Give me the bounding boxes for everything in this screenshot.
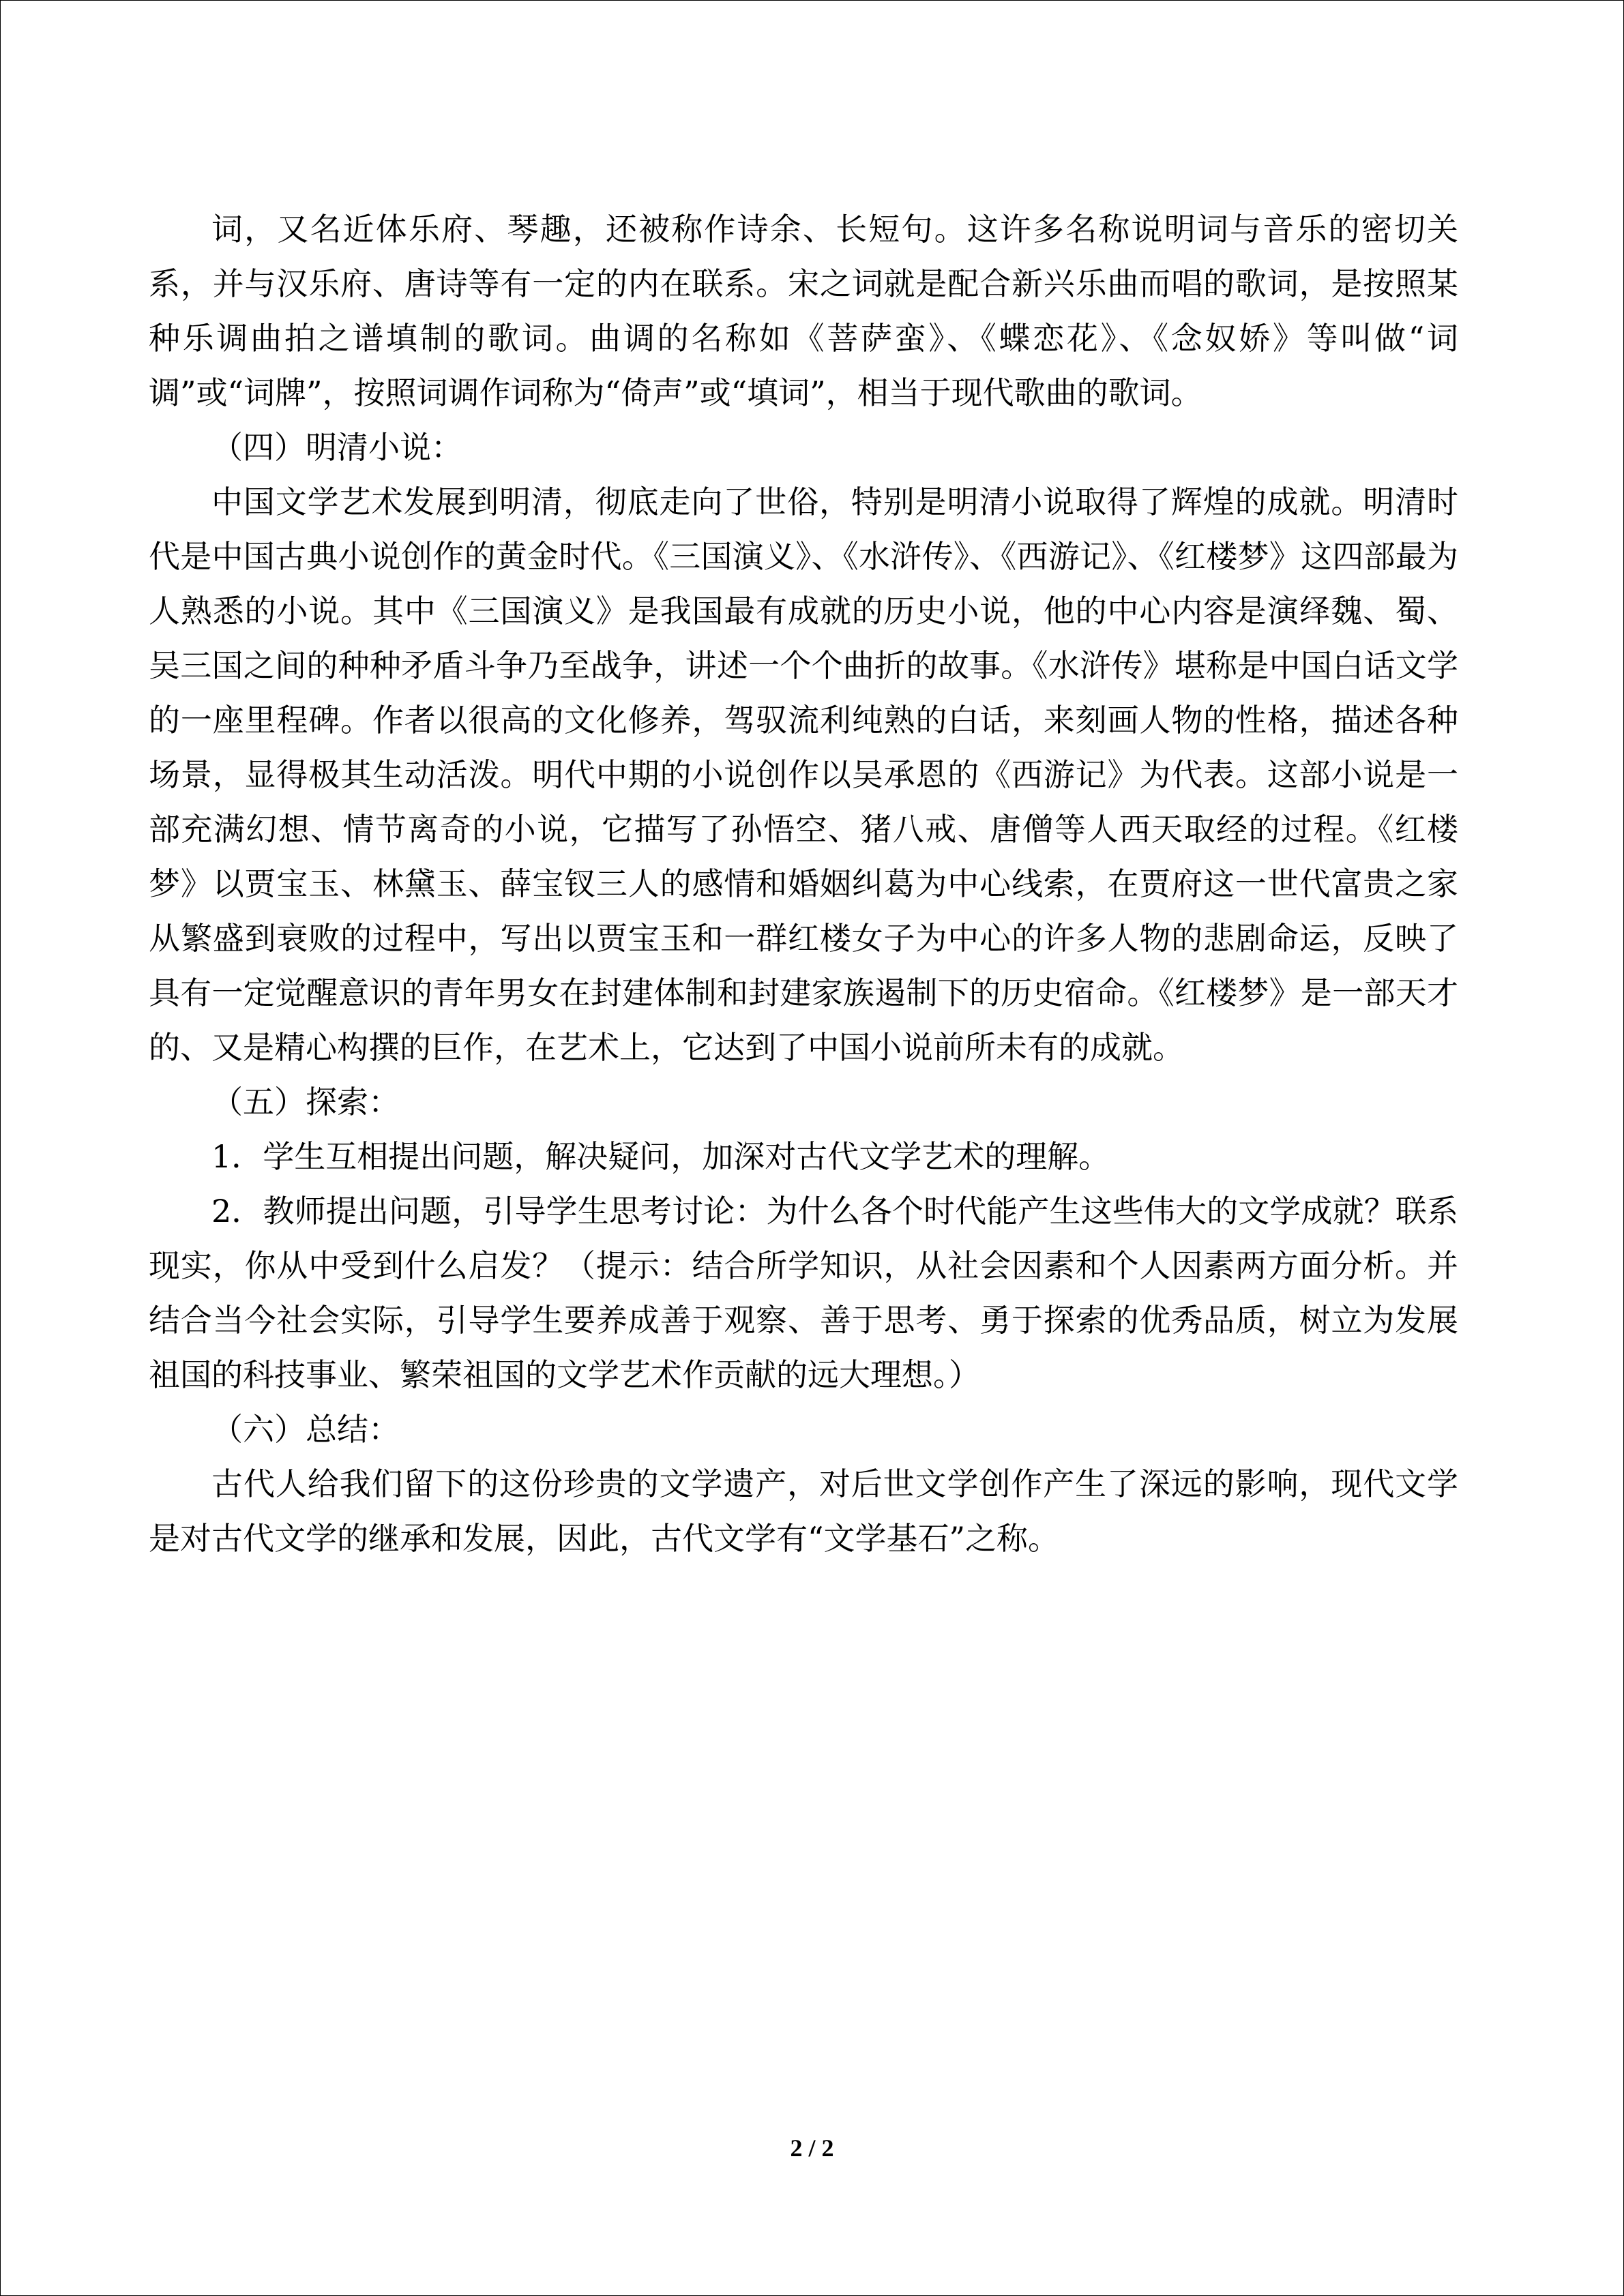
section-heading-ming-qing: （四）明清小说： [211,429,462,466]
paragraph-ming-qing-novels: 中国文学艺术发展到明清，彻底走向了世俗，特别是明清小说取得了辉煌的成就。明清时代是中国古典小说创作的黄金时代。《三国演义》、《水浒传》、《西游记》、《红楼梦》这四部最为人熟悉的小说。其中《三国演义》是我国最有成就的历史小说，他的中心内容是演绎魏、蜀、吴三国之间的种种矛盾斗争乃至战争，讲述一个个曲折的故事。《水浒传》堪称是中国白话文学的一座里程碑。作者以很高的文化修养，驾驭流利纯熟的白话，来刻画人物的性格，描述各种场景，显得极其生动活泼。明代中期的小说创作以吴承恩的《西游记》为代表。这部小说是一部充满幻想、情节离奇的小说，它描写了孙悟空、猪八戒、唐僧等人西天取经的过程。《红楼梦》以贾宝玉、林黛玉、薛宝钗三人的感情和婚姻纠葛为中心线索，在贾府这一世代富贵之家从繁盛到衰败的过程中，写出以贾宝玉和一群红楼女子为中心的许多人物的悲剧命运，反映了具有一定觉醒意识的青年男女在封建体制和封建家族遏制下的历史宿命。《红楼梦》是一部天才的、又是精心构撰的巨作，在艺术上，它达到了中国小说前所未有的成就。 [149,483,1458,1066]
section-heading-explore: （五）探索： [211,1084,400,1120]
section-heading-summary: （六）总结： [211,1411,400,1448]
page-number: 2 / 2 [790,2134,834,2162]
paragraph-explore-item-2: 2．教师提出问题，引导学生思考讨论：为什么各个时代能产生这些伟大的文学成就？联系现实，你从中受到什么启发？（提示：结合所学知识，从社会因素和个人因素两方面分析。并结合当今社会实际，引导学生要养成善于观察、善于思考、勇于探索的优秀品质，树立为发展祖国的科技事业、繁荣祖国的文学艺术作贡献的远大理想。） [149,1193,1458,1393]
paragraph-explore-item-1: 1．学生互相提出问题，解决疑问，加深对古代文学艺术的理解。 [211,1138,1110,1175]
paragraph-ci: 词，又名近体乐府、琴趣，还被称作诗余、长短句。这许多名称说明词与音乐的密切关系，并与汉乐府、唐诗等有一定的内在联系。宋之词就是配合新兴乐曲而唱的歌词，是按照某种乐调曲拍之谱填制的歌词。曲调的名称如《菩萨蛮》、《蝶恋花》、《念奴娇》等叫做“词调”或“词牌”，按照词调作词称为“倚声”或“填词”，相当于现代歌曲的歌词。 [149,211,1458,411]
document-body [149,202,1458,1566]
paragraph-summary: 古代人给我们留下的这份珍贵的文学遗产，对后世文学创作产生了深远的影响，现代文学是对古代文学的继承和发展，因此，古代文学有“文学基石”之称。 [149,1465,1458,1557]
